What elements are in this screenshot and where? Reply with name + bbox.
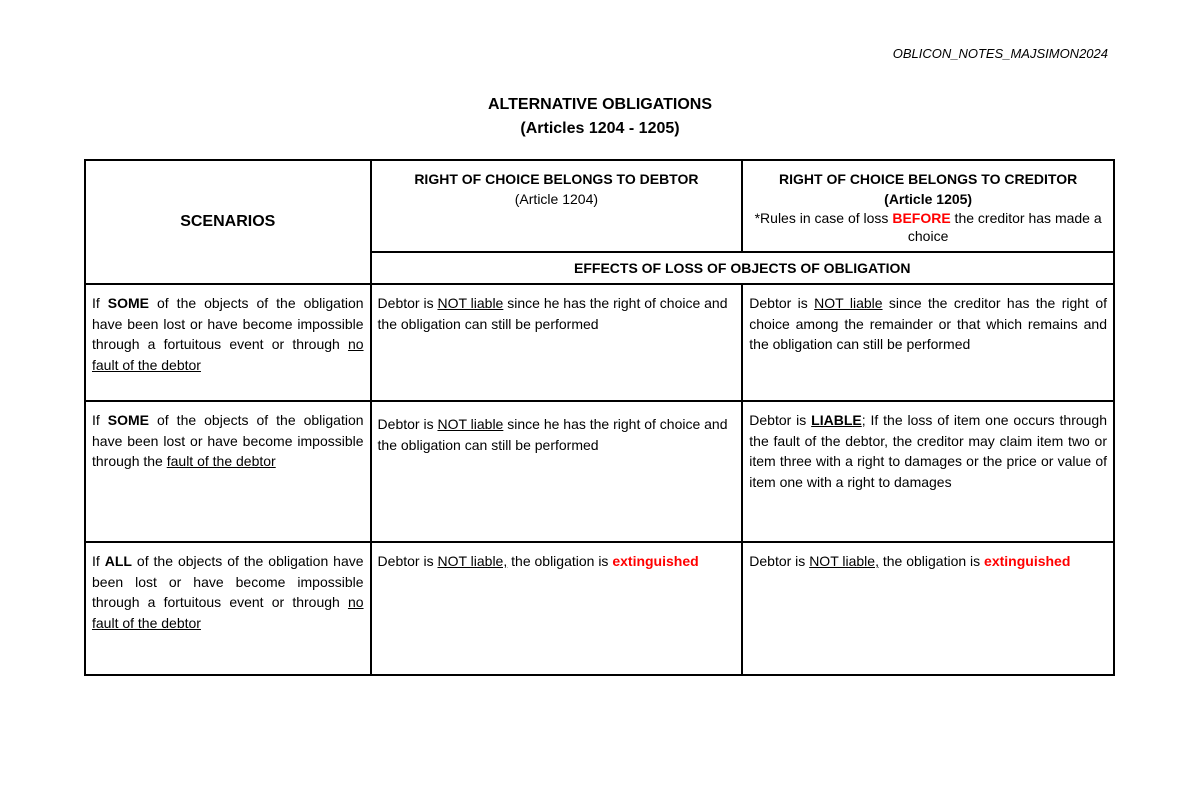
text: If (92, 295, 108, 311)
text-bold: SOME (107, 412, 150, 428)
text-underline: NOT liable (814, 295, 883, 311)
table-row (85, 284, 1114, 401)
text: If (92, 553, 105, 569)
table-header-row (85, 160, 1114, 252)
note-emphasis: BEFORE (892, 210, 951, 226)
text: since he has the right of choice and the obligation can still be performed (377, 295, 728, 332)
debtor-effect-cell (371, 284, 743, 401)
text: Debtor is (749, 295, 815, 311)
document-subtitle: (Articles 1204 - 1205) (520, 120, 680, 137)
text-red: extinguished (984, 553, 1071, 569)
text: since he has the right of choice and the obligation can still be performed (377, 416, 728, 453)
text-underline: fault of the debtor (166, 453, 276, 469)
text-red: extinguished (612, 553, 699, 569)
text-underline: NOT liable, (437, 553, 508, 569)
text-underline: NOT liable (437, 295, 504, 311)
creditor-header-article: (Article 1205) (884, 191, 973, 207)
text: since the creditor has the right of choice among the remainder or that which remains and the obligation can still be performed (749, 295, 1107, 352)
text: of the objects of the obligation have been lost or have become impossible through a fortuitous event or through (92, 553, 364, 610)
creditor-effect-cell (742, 284, 1114, 401)
effects-header: EFFECTS OF LOSS OF OBJECTS OF OBLIGATION (371, 252, 1114, 284)
text: Debtor is (749, 553, 810, 569)
text-underline: NOT liable, (809, 553, 879, 569)
note-post: the creditor has made a choice (907, 210, 1102, 244)
creditor-choice-header (742, 160, 1114, 252)
text: Debtor is (377, 553, 438, 569)
text-bold: SOME (107, 295, 150, 311)
text: the obligation is (878, 553, 985, 569)
scenario-cell (85, 542, 371, 675)
text-underline: no fault of the debtor (92, 594, 364, 631)
debtor-choice-header (371, 160, 743, 252)
text: the obligation is (507, 553, 613, 569)
note-pre: *Rules in case of loss (754, 210, 893, 226)
debtor-header-article: (Article 1204) (514, 191, 599, 207)
text: of the objects of the obligation have been lost or have become impossible through a fortuitous event or through (92, 295, 364, 352)
scenario-cell (85, 401, 371, 542)
text: Debtor is (749, 412, 812, 428)
debtor-effect-cell (371, 542, 743, 675)
text-underline: NOT liable (437, 416, 504, 432)
obligations-table (84, 159, 1115, 676)
creditor-header-title: RIGHT OF CHOICE BELONGS TO CREDITOR (779, 171, 1078, 187)
text: If (92, 412, 108, 428)
text: ; If the loss of item one occurs through the fault of the debtor, the creditor may claim item two or item three with a right to damages or the price or value of item one with a right to damages (749, 412, 1108, 490)
table-row (85, 401, 1114, 542)
text: of the objects of the obligation have been lost or have become impossible through the (92, 412, 364, 469)
document-title: ALTERNATIVE OBLIGATIONS (488, 96, 712, 113)
title-block (0, 93, 1200, 141)
text: Debtor is (377, 295, 438, 311)
creditor-effect-cell (742, 542, 1114, 675)
text-underline: no fault of the debtor (92, 336, 364, 373)
debtor-header-title: RIGHT OF CHOICE BELONGS TO DEBTOR (414, 171, 699, 187)
scenarios-header: SCENARIOS (85, 160, 371, 284)
debtor-effect-cell (371, 401, 743, 542)
text: Debtor is (377, 416, 438, 432)
scenario-cell (85, 284, 371, 401)
creditor-effect-cell (742, 401, 1114, 542)
document-watermark: OBLICON_NOTES_MAJSIMON2024 (892, 46, 1108, 61)
creditor-header-note (743, 209, 1113, 245)
text-bold: ALL (104, 553, 132, 569)
table-row (85, 542, 1114, 675)
text-underline-bold: LIABLE (811, 412, 862, 428)
